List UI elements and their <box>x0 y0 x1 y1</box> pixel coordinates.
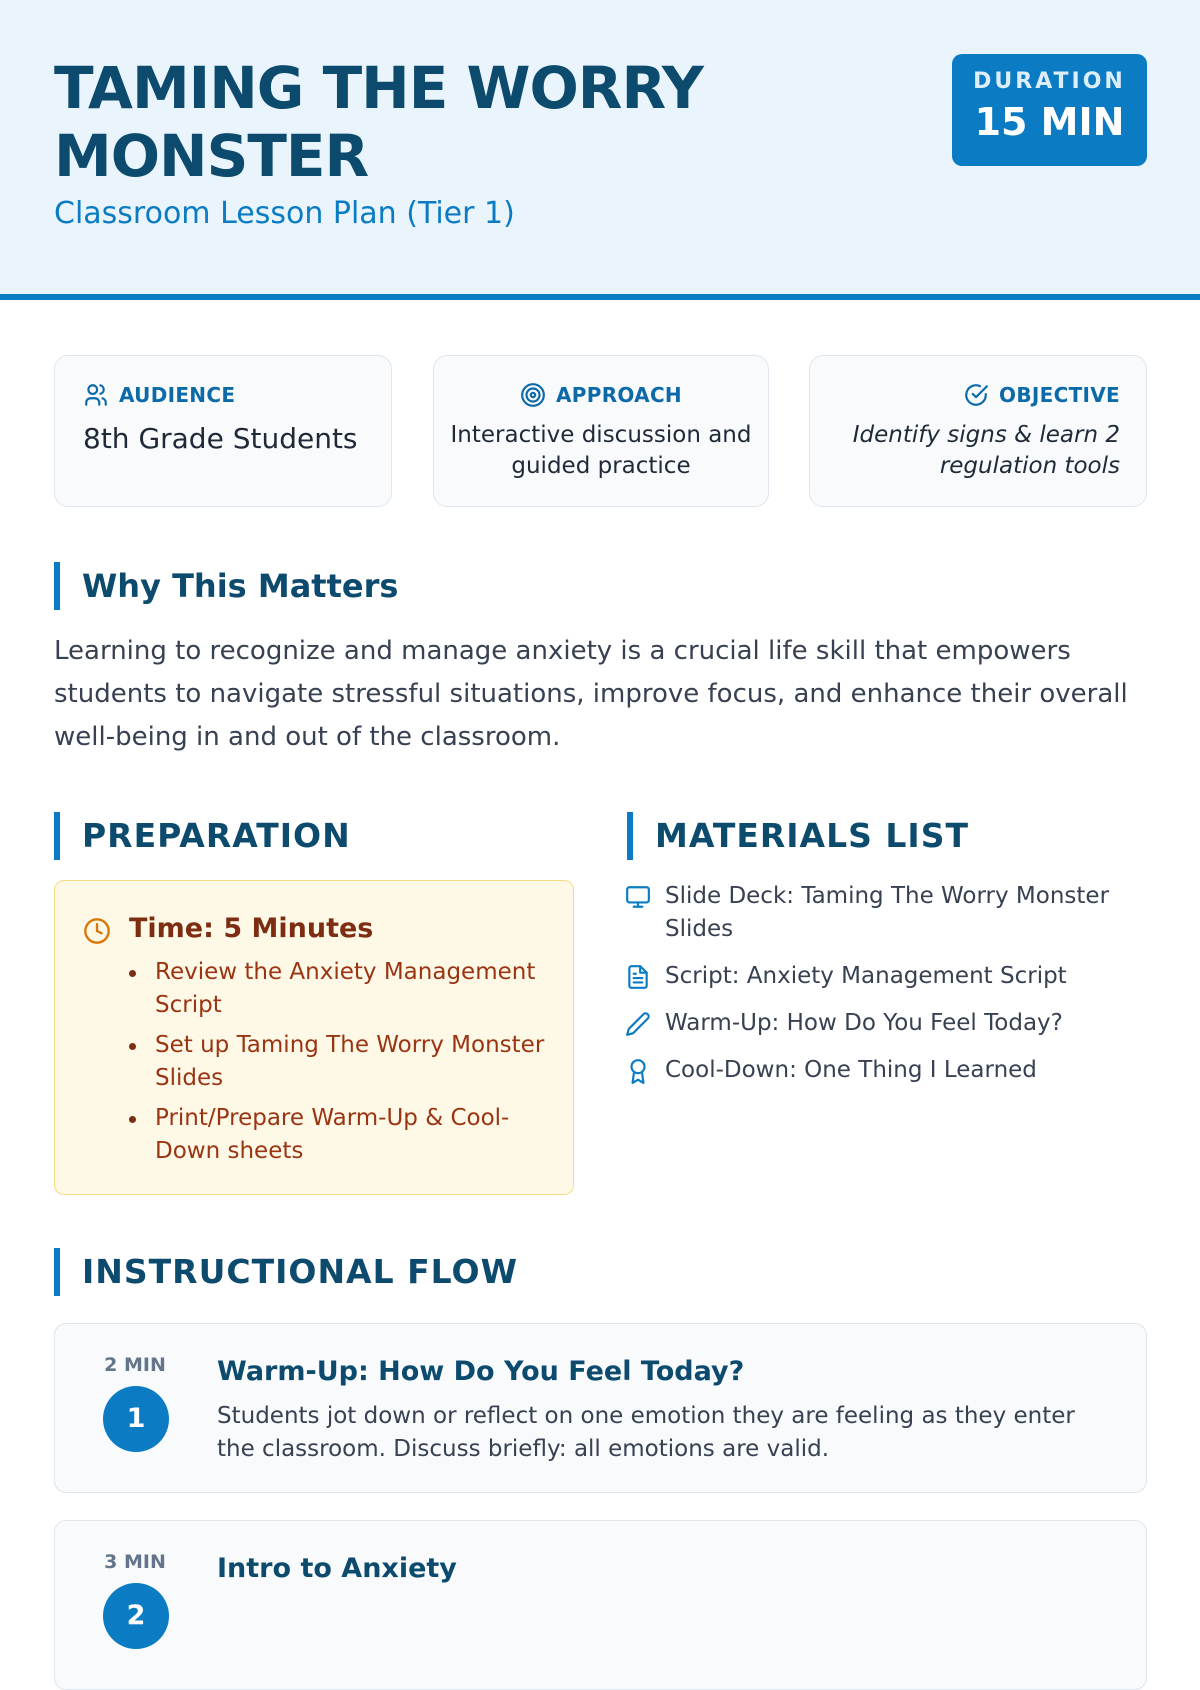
material-text: Slide Deck: Taming The Worry Monster Slides <box>665 883 1110 942</box>
flow-heading: INSTRUCTIONAL FLOW <box>54 1248 518 1296</box>
materials-heading: MATERIALS LIST <box>627 812 969 860</box>
page-subtitle: Classroom Lesson Plan (Tier 1) <box>54 196 515 231</box>
step-duration: 2 MIN <box>104 1354 166 1376</box>
material-item <box>625 1007 1150 1040</box>
step-duration: 3 MIN <box>104 1551 166 1573</box>
list-item: Print/Prepare Warm-Up & Cool-Down sheets <box>155 1102 545 1168</box>
pencil-icon <box>625 1011 651 1037</box>
material-item <box>625 1054 1150 1087</box>
list-item: Review the Anxiety Management Script <box>155 956 545 1022</box>
objective-value: Identify signs & learn 2 regulation tools <box>852 422 1120 479</box>
check-circle-icon <box>963 382 989 408</box>
audience-card <box>54 355 392 507</box>
document-icon <box>625 964 651 990</box>
material-item <box>625 880 1150 946</box>
material-text: Warm-Up: How Do You Feel Today? <box>665 1010 1063 1036</box>
preparation-box <box>54 880 574 1195</box>
approach-label: APPROACH <box>556 383 682 407</box>
approach-value: Interactive discussion and guided practice <box>450 422 752 479</box>
duration-label: DURATION <box>973 69 1126 94</box>
users-icon <box>83 382 109 408</box>
step-title: Warm-Up: How Do You Feel Today? <box>217 1356 745 1387</box>
target-icon <box>520 382 546 408</box>
materials-list <box>625 880 1150 1101</box>
preparation-heading: PREPARATION <box>54 812 351 860</box>
duration-value: 15 MIN <box>974 100 1125 144</box>
award-icon <box>625 1058 651 1084</box>
step-number: 2 <box>103 1583 169 1649</box>
monitor-icon <box>625 884 651 910</box>
why-text: Learning to recognize and manage anxiety is a crucial life skill that empowers students to navigate stressful situations, improve focus, and enhance their overall well-being in and out of the classroom. <box>54 636 1128 752</box>
material-text: Script: Anxiety Management Script <box>665 963 1067 989</box>
approach-card <box>433 355 769 507</box>
duration-badge <box>952 54 1147 166</box>
page-title: TAMING THE WORRY MONSTER <box>54 54 703 190</box>
step-description: Students jot down or reflect on one emotion they are feeling as they enter the classroom. Discuss briefly: all emotions are valid. <box>217 1403 1075 1462</box>
step-title: Intro to Anxiety <box>217 1553 457 1584</box>
audience-value: 8th Grade Students <box>83 422 358 455</box>
flow-step <box>54 1520 1147 1690</box>
preparation-time: Time: 5 Minutes <box>129 913 374 944</box>
objective-label: OBJECTIVE <box>999 383 1120 407</box>
flow-step <box>54 1323 1147 1493</box>
lesson-header <box>0 0 1200 300</box>
objective-card <box>809 355 1147 507</box>
clock-icon <box>83 917 111 945</box>
list-item: Set up Taming The Worry Monster Slides <box>155 1029 545 1095</box>
material-text: Cool-Down: One Thing I Learned <box>665 1057 1037 1083</box>
audience-label: AUDIENCE <box>119 383 236 407</box>
material-item <box>625 960 1150 993</box>
why-heading: Why This Matters <box>54 562 398 610</box>
preparation-list <box>155 956 545 1175</box>
step-number: 1 <box>103 1386 169 1452</box>
